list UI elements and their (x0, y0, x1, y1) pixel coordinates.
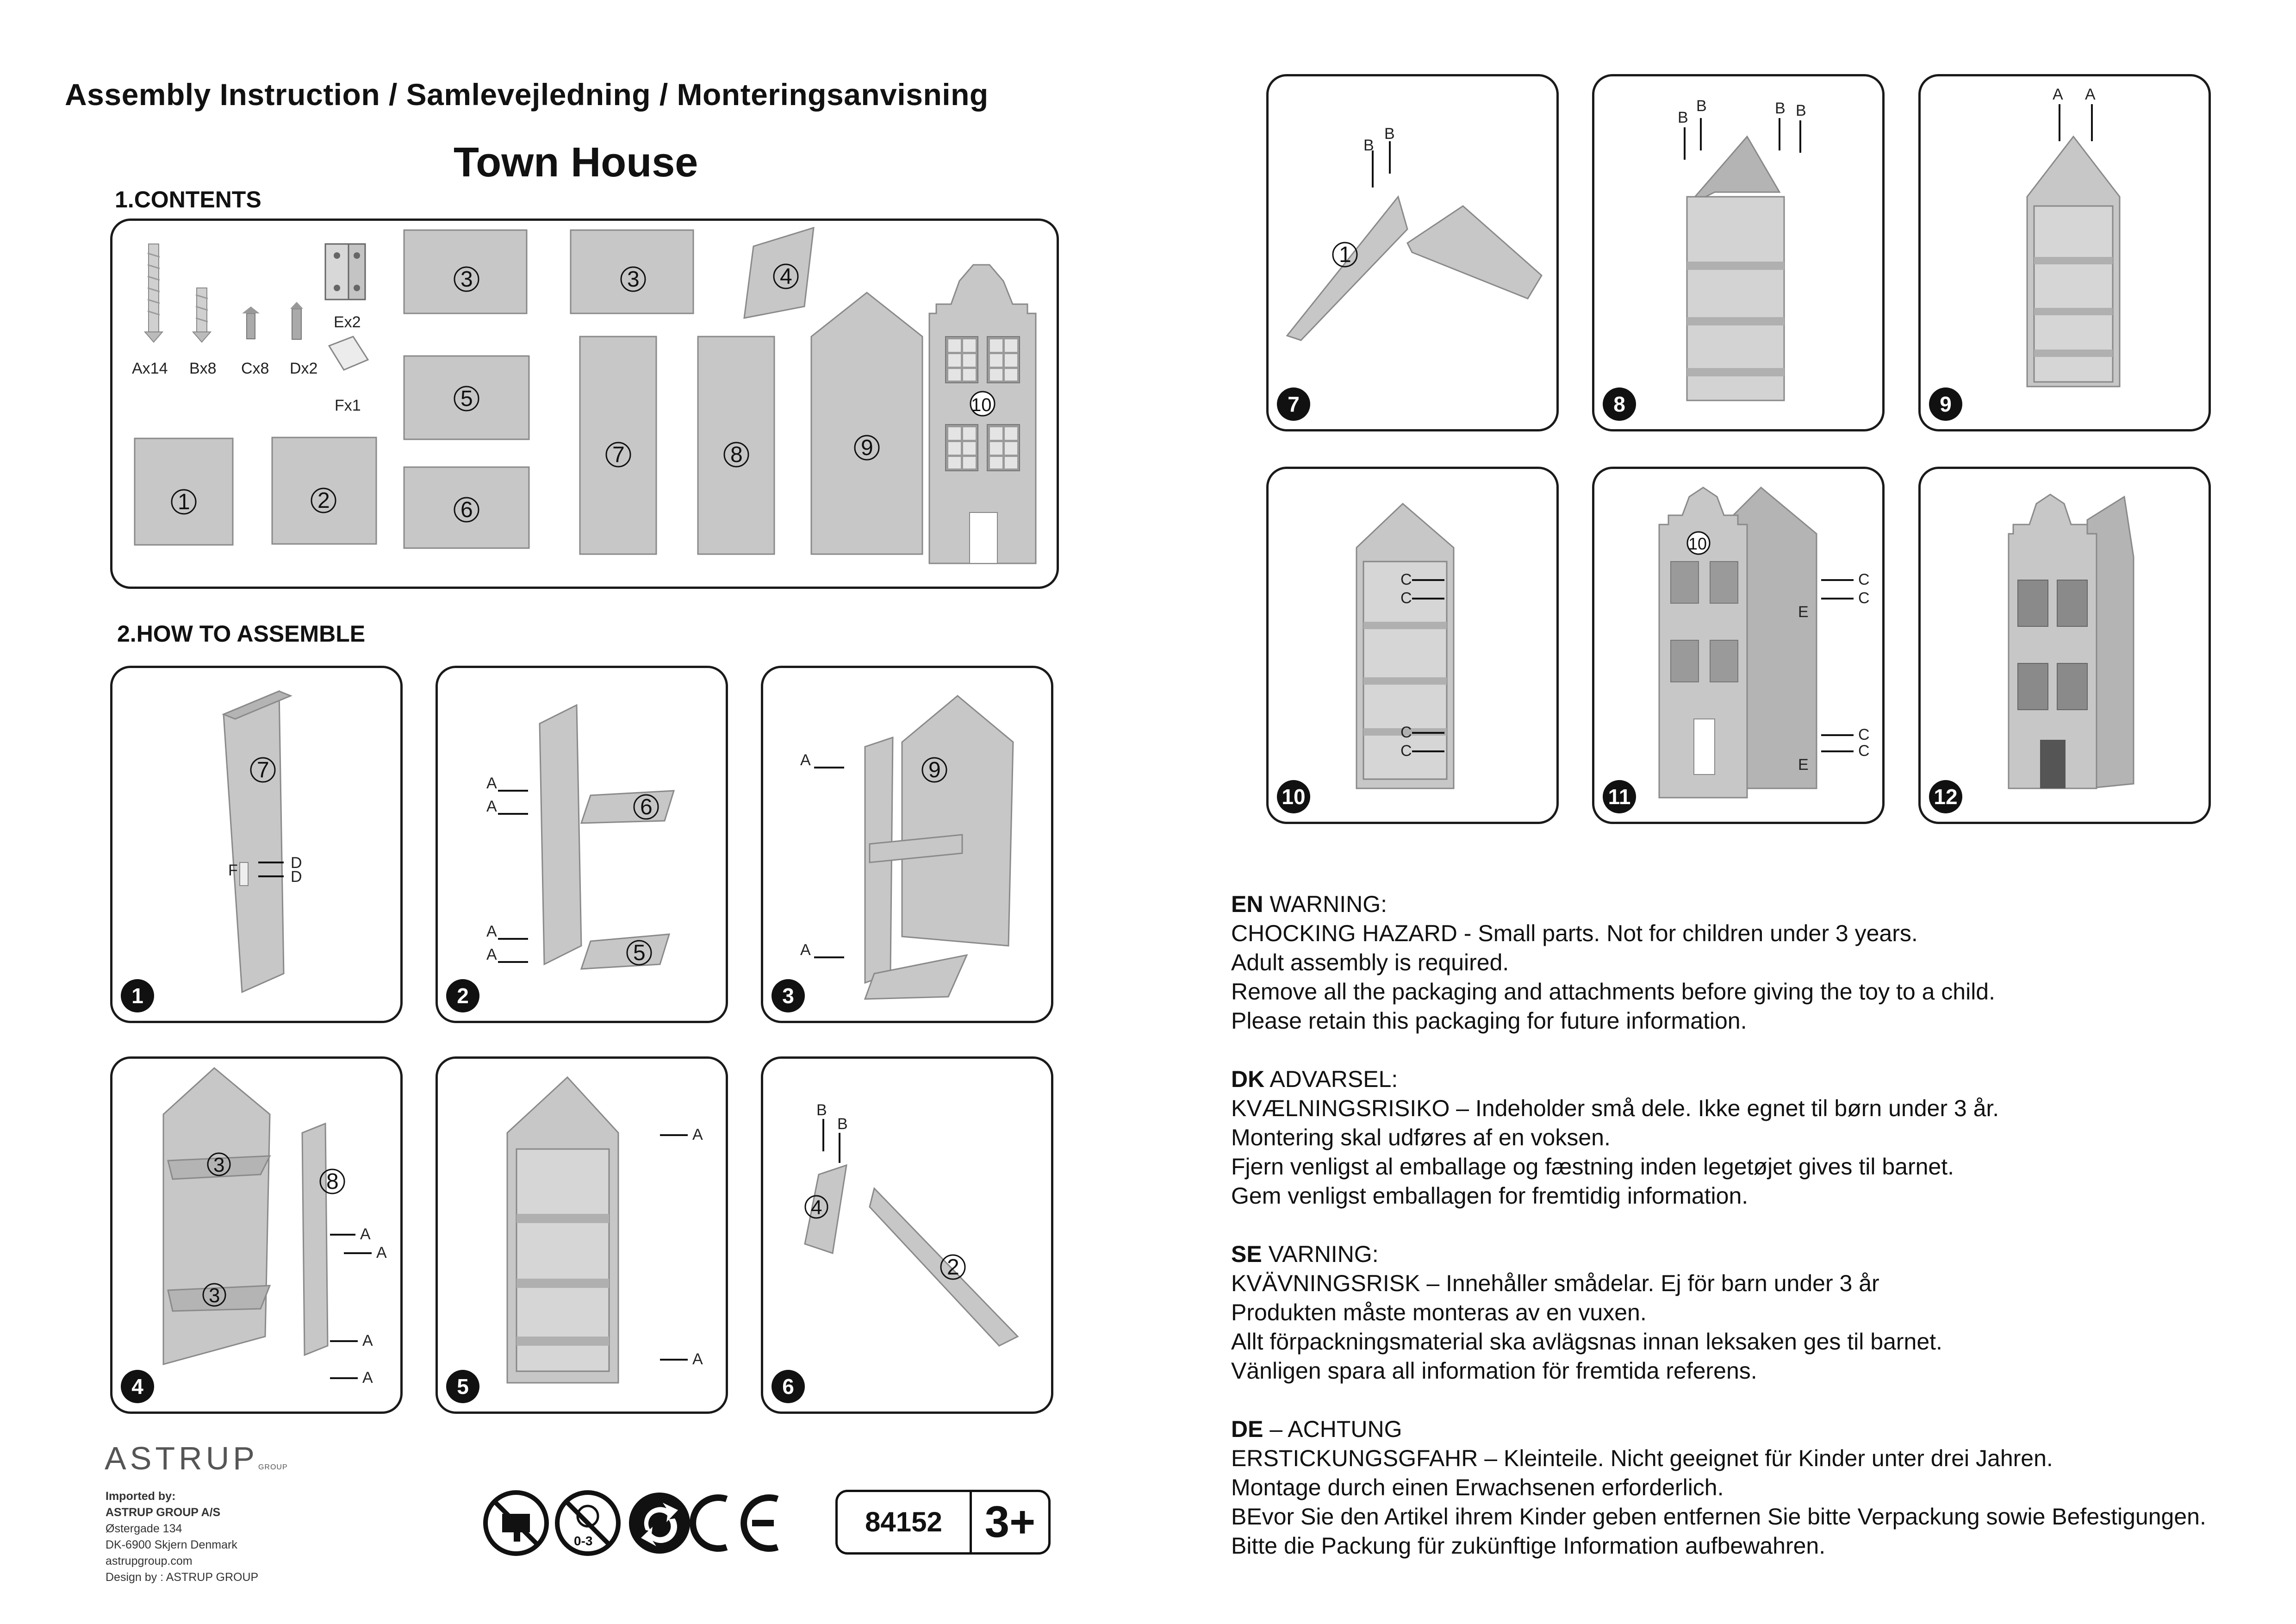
parts-illustration (112, 221, 1057, 587)
step-8-illustration (1594, 76, 1882, 429)
svg-text:A: A (486, 775, 497, 792)
screw-b-icon (193, 288, 211, 342)
step-12-illustration (1921, 469, 2209, 822)
svg-text:1: 1 (178, 490, 190, 514)
svg-text:5: 5 (633, 941, 646, 965)
svg-text:C: C (1858, 589, 1870, 607)
step-number: 11 (1603, 780, 1636, 813)
svg-text:B: B (1796, 102, 1806, 119)
warning-line: Allt förpackningsmaterial ska avlägsnas innan leksaken ges til barnet. (1231, 1329, 1942, 1355)
svg-text:A: A (362, 1332, 373, 1349)
hardware-e-label: Ex2 (334, 313, 361, 331)
svg-text:8: 8 (326, 1169, 339, 1194)
warning-line: Produkten måste monteras av en vuxen. (1231, 1299, 1647, 1325)
company-web: astrupgroup.com (106, 1555, 193, 1568)
step-3 (761, 666, 1053, 1023)
svg-text:E: E (1798, 603, 1809, 621)
product-code: 84152 (838, 1492, 972, 1552)
dowel-d-icon (290, 302, 303, 339)
warning-heading: WARNING: (1263, 891, 1388, 917)
svg-text:2: 2 (947, 1255, 959, 1280)
company-name: ASTRUP GROUP A/S (106, 1506, 221, 1519)
svg-text:10: 10 (1688, 534, 1707, 553)
step-3-illustration (763, 668, 1051, 1021)
step-6 (761, 1056, 1053, 1414)
step-number: 9 (1929, 387, 1962, 421)
svg-text:6: 6 (640, 795, 653, 819)
step-12 (1918, 467, 2211, 824)
imported-by-label: Imported by: (106, 1490, 176, 1503)
svg-text:F: F (228, 862, 238, 879)
svg-text:D: D (291, 868, 302, 886)
step-9-illustration (1921, 76, 2209, 429)
step-7 (1266, 74, 1559, 431)
warning-line: KVÆLNINGSRISIKO – Indeholder små dele. Ikke egnet til børn under 3 år. (1231, 1095, 1999, 1121)
product-name: Town House (454, 139, 698, 186)
svg-text:A: A (486, 923, 497, 940)
step-9 (1918, 74, 2211, 431)
svg-text:A: A (362, 1369, 373, 1387)
svg-text:C: C (1400, 742, 1412, 760)
svg-text:4: 4 (811, 1196, 822, 1219)
warning-line: Fjern venligst al emballage og fæstning inden legetøjet gives til barnet. (1231, 1154, 1954, 1180)
design-credit: Design by : ASTRUP GROUP (106, 1571, 259, 1584)
svg-text:A: A (2085, 86, 2096, 103)
warning-line: Adult assembly is required. (1231, 949, 1509, 975)
step-number: 4 (121, 1370, 154, 1403)
hardware-c-label: Cx8 (241, 360, 269, 377)
svg-text:A: A (800, 751, 811, 769)
svg-text:3: 3 (213, 1154, 225, 1176)
warning-line: ERSTICKUNGSGFAHR – Kleinteile. Nicht geeignet für Kinder unter drei Jahren. (1231, 1445, 2053, 1471)
svg-text:C: C (1858, 571, 1870, 588)
svg-text:A: A (486, 798, 497, 815)
hinge-e-icon (325, 244, 365, 300)
warning-heading: VARNING: (1262, 1241, 1379, 1267)
hardware-a-label: Ax14 (132, 360, 168, 377)
warning-line: CHOCKING HAZARD - Small parts. Not for children under 3 years. (1231, 920, 1918, 946)
svg-text:9: 9 (861, 436, 873, 460)
brand-name: ASTRUP (105, 1440, 258, 1476)
svg-text:4: 4 (780, 264, 792, 289)
warning-line: Remove all the packaging and attachments before giving the toy to a child. (1231, 979, 1996, 1005)
not-for-0-3-icon (557, 1493, 618, 1554)
no-small-parts-icon (485, 1493, 547, 1554)
warning-line: Vänligen spara all information för fremtida referens. (1231, 1358, 1757, 1384)
warning-de (1231, 1415, 2206, 1561)
step-2-illustration (438, 668, 726, 1021)
warning-line: Bitte die Packung für zukünftige Information aufbewahren. (1231, 1533, 1826, 1559)
warning-heading: – ACHTUNG (1263, 1416, 1402, 1442)
step-1-illustration (112, 668, 400, 1021)
svg-text:C: C (1400, 724, 1412, 741)
warning-line: KVÄVNINGSRISK – Innehåller smådelar. Ej för barn under 3 år (1231, 1270, 1879, 1296)
step-4 (110, 1056, 403, 1414)
warning-heading: ADVARSEL: (1264, 1066, 1398, 1092)
step-number: 5 (446, 1370, 479, 1403)
svg-text:B: B (1363, 137, 1374, 154)
svg-text:6: 6 (460, 498, 473, 522)
lang-code: SE (1231, 1241, 1262, 1267)
product-code-box (835, 1490, 1051, 1555)
step-number: 1 (121, 979, 154, 1012)
svg-text:C: C (1858, 742, 1870, 760)
hardware-f-label: Fx1 (335, 397, 361, 414)
svg-text:A: A (376, 1244, 387, 1262)
svg-text:A: A (360, 1225, 371, 1243)
warning-dk (1231, 1065, 1999, 1211)
screw-a-icon (145, 244, 162, 342)
svg-text:A: A (2053, 86, 2063, 103)
company-street: Østergade 134 (106, 1522, 182, 1535)
svg-text:3: 3 (209, 1284, 220, 1307)
svg-text:3: 3 (460, 267, 473, 292)
step-number: 2 (446, 979, 479, 1012)
step-7-illustration (1269, 76, 1556, 429)
warning-line: BEvor Sie den Artikel ihrem Kinder geben entfernen Sie bitte Verpackung sowie Befestigungen. (1231, 1504, 2206, 1530)
contents-heading: 1.CONTENTS (115, 187, 261, 212)
warning-line: Please retain this packaging for future information. (1231, 1008, 1747, 1034)
warning-se (1231, 1240, 1942, 1386)
cam-bolt-c-icon (242, 306, 260, 339)
ce-mark-icon (693, 1498, 778, 1549)
svg-text:B: B (1678, 109, 1688, 126)
svg-text:B: B (1775, 100, 1786, 117)
panel-4 (744, 228, 814, 318)
hardware-b-label: Bx8 (189, 360, 217, 377)
clip-f-icon (329, 337, 368, 370)
svg-text:A: A (692, 1350, 703, 1368)
step-number: 6 (772, 1370, 805, 1403)
step-6-illustration (763, 1059, 1051, 1412)
step-number: 8 (1603, 387, 1636, 421)
brand-suffix: GROUP (258, 1463, 288, 1471)
svg-text:B: B (837, 1115, 848, 1133)
svg-text:9: 9 (928, 758, 941, 782)
step-5-illustration (438, 1059, 726, 1412)
svg-text:A: A (692, 1126, 703, 1143)
svg-text:5: 5 (460, 387, 473, 411)
step-10 (1266, 467, 1559, 824)
svg-text:3: 3 (627, 267, 640, 292)
svg-text:2: 2 (317, 488, 330, 513)
warning-line: Montering skal udføres af en voksen. (1231, 1124, 1611, 1150)
compliance-icons (481, 1486, 805, 1560)
lang-code: DE (1231, 1416, 1263, 1442)
assemble-heading: 2.HOW TO ASSEMBLE (117, 621, 366, 647)
svg-text:B: B (1696, 97, 1707, 115)
svg-text:7: 7 (257, 758, 269, 782)
step-10-illustration (1269, 469, 1556, 822)
warning-line: Montage durch einen Erwachsenen erforderlich. (1231, 1474, 1724, 1500)
step-1 (110, 666, 403, 1023)
step-number: 7 (1277, 387, 1310, 421)
lang-code: DK (1231, 1066, 1265, 1092)
svg-text:7: 7 (612, 443, 625, 467)
brand-logo (105, 1440, 288, 1477)
step-11-illustration (1594, 469, 1882, 822)
step-8 (1592, 74, 1885, 431)
svg-text:1: 1 (1339, 243, 1351, 267)
step-number: 12 (1929, 780, 1962, 813)
svg-text:10: 10 (971, 395, 992, 415)
step-number: 3 (772, 979, 805, 1012)
svg-text:C: C (1858, 726, 1870, 743)
warning-line: Gem venligst emballagen for fremtidig information. (1231, 1183, 1748, 1209)
recycle-icon (629, 1493, 690, 1554)
hardware-d-label: Dx2 (290, 360, 318, 377)
age-rating: 3+ (984, 1497, 1036, 1547)
svg-text:C: C (1400, 571, 1412, 588)
step-2 (436, 666, 728, 1023)
svg-text:C: C (1400, 589, 1412, 607)
contents-box (110, 219, 1059, 589)
lang-code: EN (1231, 891, 1263, 917)
company-city: DK-6900 Skjern Denmark (106, 1538, 237, 1551)
svg-text:8: 8 (730, 443, 743, 467)
svg-text:0-3: 0-3 (574, 1534, 593, 1548)
svg-text:A: A (800, 941, 811, 959)
svg-text:B: B (816, 1101, 827, 1119)
step-11 (1592, 467, 1885, 824)
step-number: 10 (1277, 780, 1310, 813)
step-5 (436, 1056, 728, 1414)
page-title: Assembly Instruction / Samlevejledning / Monteringsanvisning (65, 77, 989, 112)
svg-text:D: D (291, 854, 302, 872)
svg-text:E: E (1798, 756, 1809, 774)
svg-text:A: A (486, 946, 497, 963)
panel-9 (811, 293, 922, 554)
svg-text:B: B (1384, 125, 1395, 143)
step-4-illustration (112, 1059, 400, 1412)
warning-en (1231, 890, 1995, 1036)
